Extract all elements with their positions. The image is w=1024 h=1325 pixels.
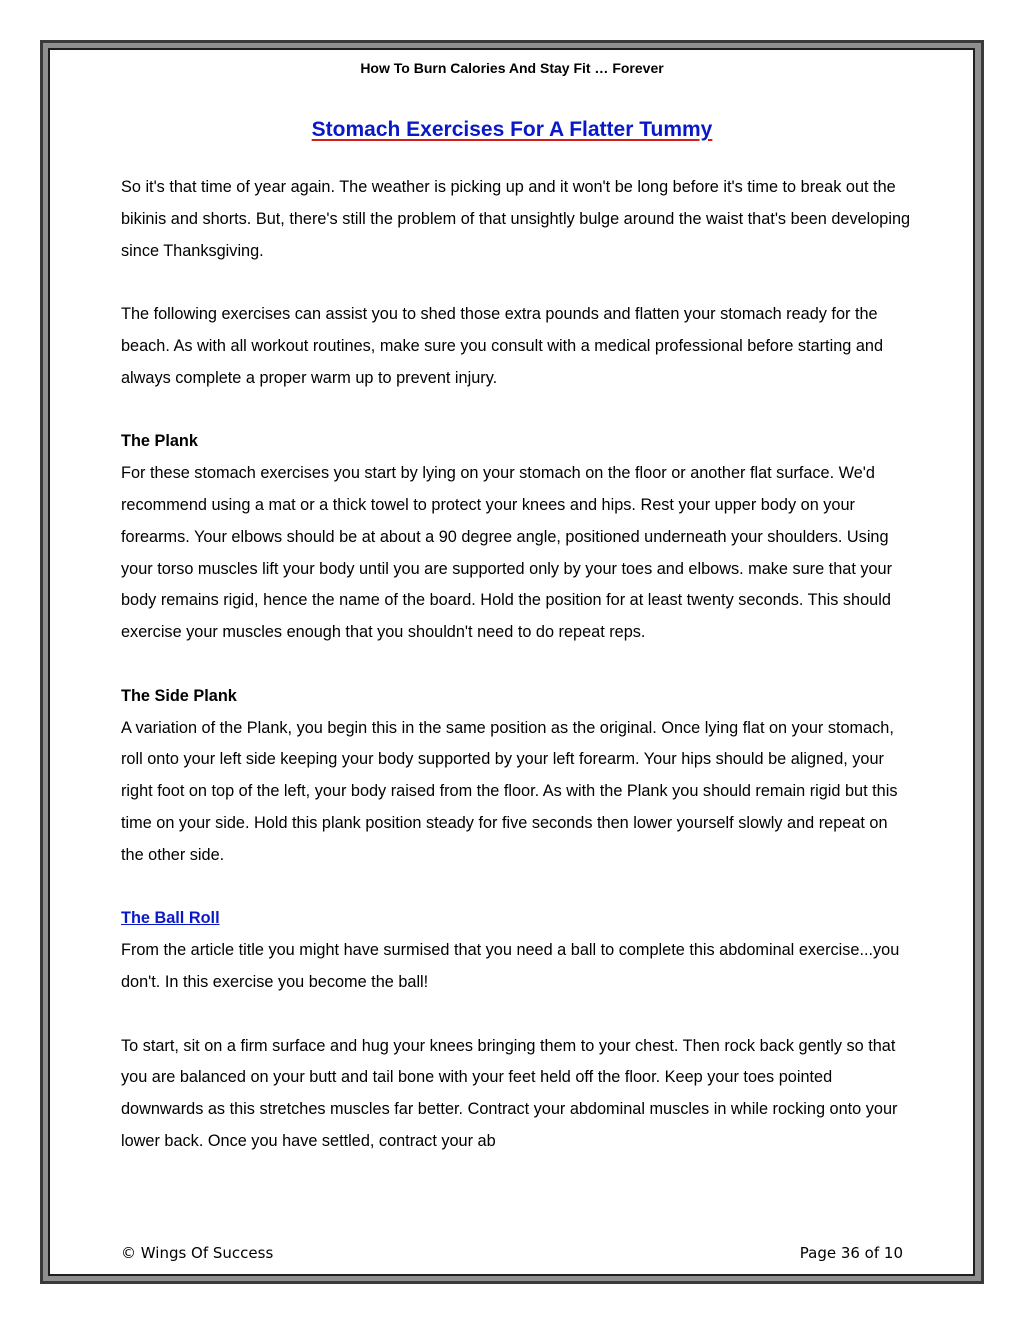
- plank-heading: The Plank: [121, 432, 198, 451]
- ball-roll-paragraph-2: To start, sit on a firm surface and hug your knees bringing them to your chest. Then rock back gently so that you are balanced on your butt and tail bone with your feet held off the floor. Keep your toes pointed downwards as this stretches muscles far better. Contract your abdominal muscles in while rocking onto your lower back. Once you have settled, contract your ab: [121, 1036, 898, 1150]
- ball-roll-heading[interactable]: [121, 903, 911, 935]
- footer-page-number: Page 36 of 10: [799, 1244, 903, 1262]
- page-title-text: Stomach Exercises For A Flatter Tummy: [311, 118, 713, 141]
- ball-roll-link[interactable]: The Ball Roll: [121, 909, 220, 928]
- page-title: [0, 118, 1024, 142]
- following-paragraph: The following exercises can assist you to shed those extra pounds and flatten your stomach ready for the beach. As with all workout routines, make sure you consult with a medical professional before starting and always complete a proper warm up to prevent injury.: [121, 305, 883, 387]
- ball-roll-paragraph: From the article title you might have surmised that you need a ball to complete this abdominal exercise...you don't. In this exercise you become the ball!: [121, 941, 900, 991]
- side-plank-paragraph: A variation of the Plank, you begin this in the same position as the original. Once lying flat on your stomach, roll onto your left side keeping your body supported by your left forearm. Your hips should be aligned, your right foot on top of the left, your body raised from the floor. As with the Plank you should remain rigid but this time on your side. Hold this plank position steady for five seconds then lower yourself slowly and repeat on the other side.: [121, 718, 898, 864]
- page-footer: [121, 1244, 903, 1262]
- footer-copyright: © Wings Of Success: [121, 1244, 274, 1262]
- intro-paragraph: So it's that time of year again. The weather is picking up and it won't be long before it's time to break out the bikinis and shorts. But, there's still the problem of that unsightly bulge around the waist that's been developing since Thanksgiving.: [121, 178, 911, 260]
- article-body: [121, 172, 911, 1190]
- plank-paragraph: For these stomach exercises you start by lying on your stomach on the floor or another flat surface. We'd recommend using a mat or a thick towel to protect your knees and hips. Rest your upper body on your forearms. Your elbows should be at about a 90 degree angle, positioned underneath your shoulders. Using your torso muscles lift your body until you are supported only by your toes and elbows. make sure that your body remains rigid, hence the name of the board. Hold the position for at least twenty seconds. This should exercise your muscles enough that you shouldn't need to do repeat reps.: [121, 464, 893, 642]
- running-header: How To Burn Calories And Stay Fit … Forever: [360, 60, 664, 76]
- side-plank-heading: The Side Plank: [121, 686, 237, 705]
